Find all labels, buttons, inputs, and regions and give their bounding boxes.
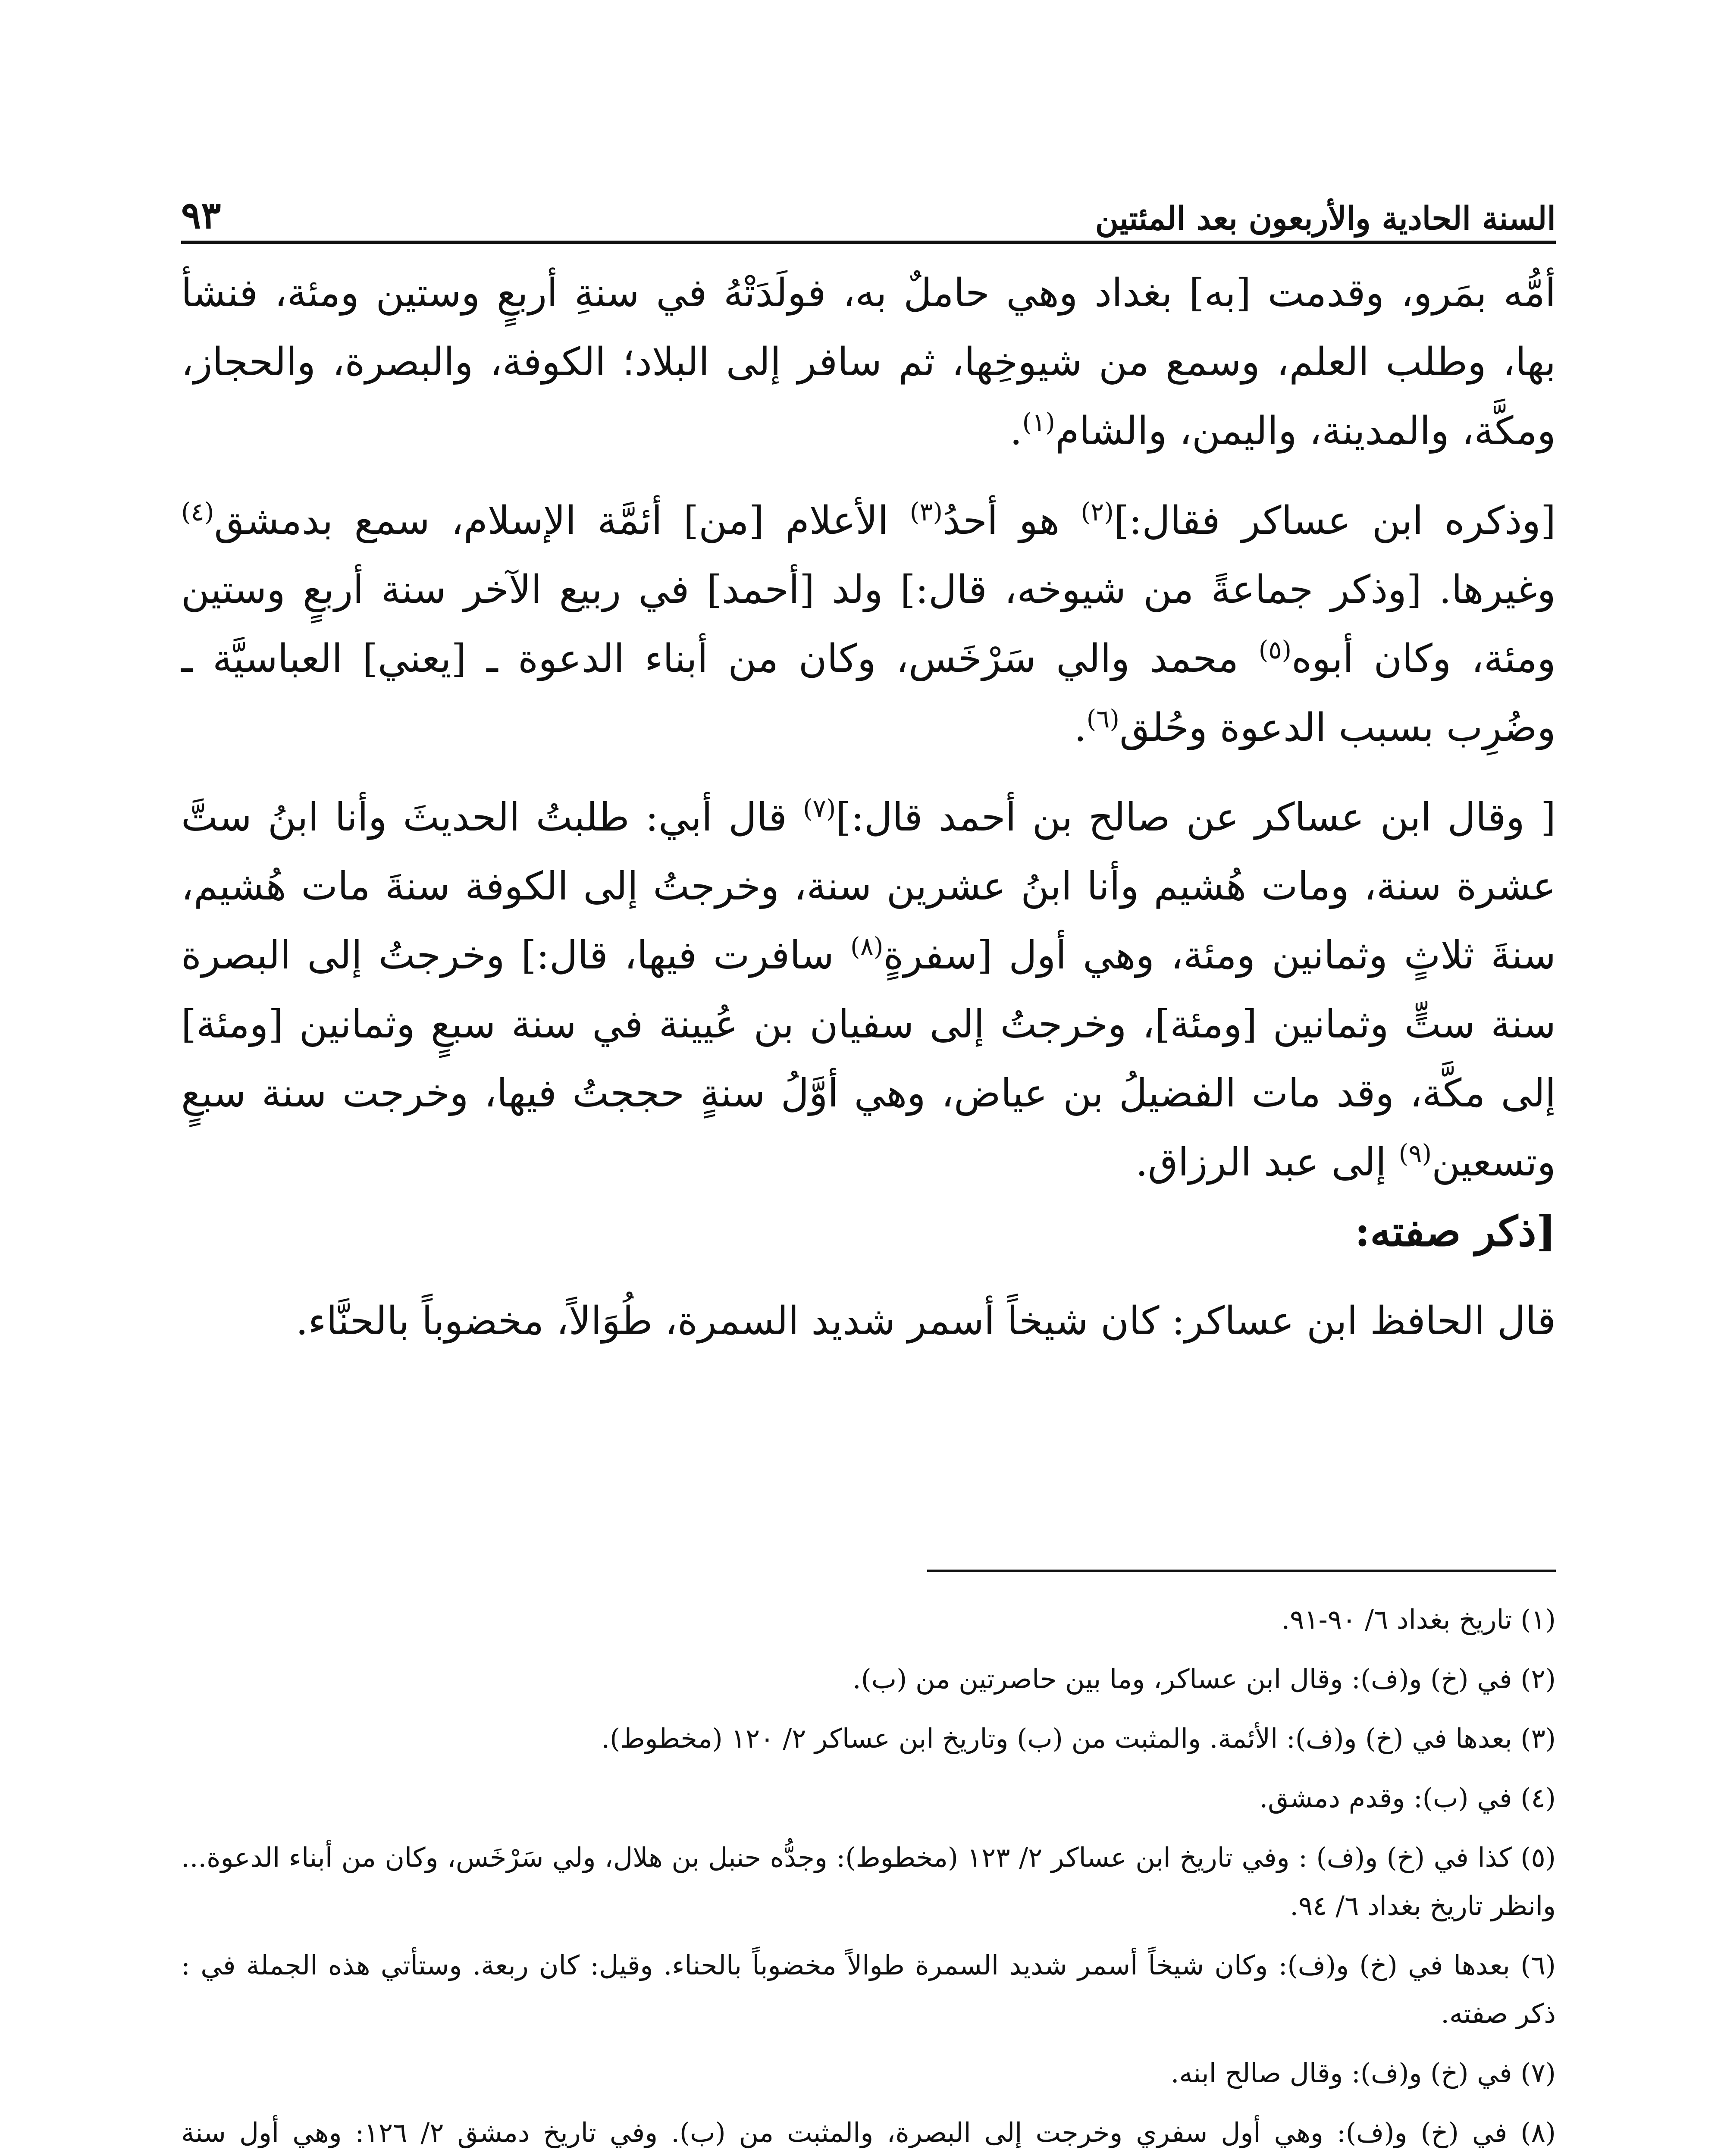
section-heading: [ذكر صفته: <box>1354 1207 1556 1256</box>
footnote-ref-6: (٦) <box>1086 704 1120 733</box>
footnote-5: (٥) كذا في (خ) و(ف) : وفي تاريخ ابن عساكر ٢/ ١٢٣ (مخطوط): وجدُّه حنبل بن هلال، ولي سَرْخَس، وكان من أبناء الدعوة... وانظر تاريخ بغداد ٦/ ٩٤. <box>181 1842 1556 1921</box>
footnote-2: (٢) في (خ) و(ف): وقال ابن عساكر، وما بين حاصرتين من (ب). <box>852 1663 1556 1695</box>
footnote-rule <box>927 1570 1556 1572</box>
paragraph-3: [ وقال ابن عساكر عن صالح بن أحمد قال:]$^{(٧)}$ قال أبي: طلبتُ الحديثَ وأنا ابنُ ستَّ عشرة سنة، ومات هُشيم وأنا ابنُ عشرين سنة، وخرجتُ إلى الكوفة سنةَ مات هُشيم، سنةَ ثلاثٍ وثمانين ومئة، وهي أول [سفرةٍ$^{(٨)}$ سافرت فيها، قال:] وخرجتُ إلى البصرة سنة ستٍّ وثمانين [ومئة]، وخرجتُ إلى سفيان بن عُيينة في سنة سبعٍ وثمانين [ومئة] إلى مكَّة، وقد مات الفضيلُ بن عياض، وهي أوَّلُ سنةٍ حججتُ فيها، وخرجت سنة سبعٍ وتسعين$^{(٩)}$ إلى عبد الرزاق. <box>181 794 1556 1185</box>
footnote-ref-3: (٣) <box>909 497 943 526</box>
main-text <box>181 259 1556 1376</box>
footnote-ref-9: (٩) <box>1398 1139 1432 1168</box>
footnote-ref-4: (٤) <box>181 497 214 526</box>
footnote-ref-7: (٧) <box>802 794 836 823</box>
footnote-ref-5: (٥) <box>1258 635 1292 664</box>
footnote-8: (٨) في (خ) و(ف): وهي أول سفري وخرجت إلى البصرة، والمثبت من (ب). وفي تاريخ دمشق ٢/ ١٢٦: وهي أول سنة <box>181 2117 1556 2148</box>
page-header <box>181 168 1556 237</box>
footnote-4: (٤) في (ب): وقدم دمشق. <box>1259 1782 1556 1814</box>
running-title: السنة الحادية والأربعون بعد المئتين <box>1095 200 1556 237</box>
paragraph-2: [وذكره ابن عساكر فقال:]$^{(٢)}$ هو أحدُ$^{(٣)}$ الأعلام [من] أئمَّة الإسلام، سمع بدمشق$^{(٤)}$ وغيرها. [وذكر جماعةً من شيوخه، قال:] ولد [أحمد] في ربيع الآخر سنة أربعٍ وستين ومئة، وكان أبوه$^{(٥)}$ محمد والي سَرْخَس، وكان من أبناء الدعوة ـ [يعني] العباسيَّة ـ وضُرِب بسبب الدعوة وحُلق$^{(٦)}$. <box>181 497 1556 750</box>
page-number: ٩٣ <box>181 194 221 237</box>
header-rule <box>181 241 1556 244</box>
footnote-1: (١) تاريخ بغداد ٦/ ٩٠-٩١. <box>1281 1604 1556 1635</box>
footnote-3: (٣) بعدها في (خ) و(ف): الأئمة. والمثبت من (ب) وتاريخ ابن عساكر ٢/ ١٢٠ (مخطوط). <box>601 1723 1556 1754</box>
footnote-ref-8: (٨) <box>850 932 884 961</box>
footnote-7: (٧) في (خ) و(ف): وقال صالح ابنه. <box>1170 2057 1556 2089</box>
paragraph-4: قال الحافظ ابن عساكر: كان شيخاً أسمر شديد السمرة، طُوَالاً، مخضوباً بالحنَّاء. <box>295 1298 1556 1344</box>
footnotes <box>181 1595 1556 2156</box>
footnote-6: (٦) بعدها في (خ) و(ف): وكان شيخاً أسمر شديد السمرة طوالاً مخضوباً بالحناء. وقيل: كان ربعة. وستأتي هذه الجملة في : ذكر صفته. <box>181 1949 1556 2029</box>
footnote-ref-1: (١) <box>1022 407 1055 437</box>
paragraph-1: أمُّه بمَرو، وقدمت [به] بغداد وهي حاملٌ به، فولَدَتْهُ في سنةِ أربعٍ وستين ومئة، فنشأ بها، وطلب العلم، وسمع من شيوخِها، ثم سافر إلى البلاد؛ الكوفة، والبصرة، والحجاز، ومكَّة، والمدينة، واليمن، والشام$^{(١)}$. <box>181 270 1556 454</box>
footnote-ref-2: (٢) <box>1081 497 1114 526</box>
